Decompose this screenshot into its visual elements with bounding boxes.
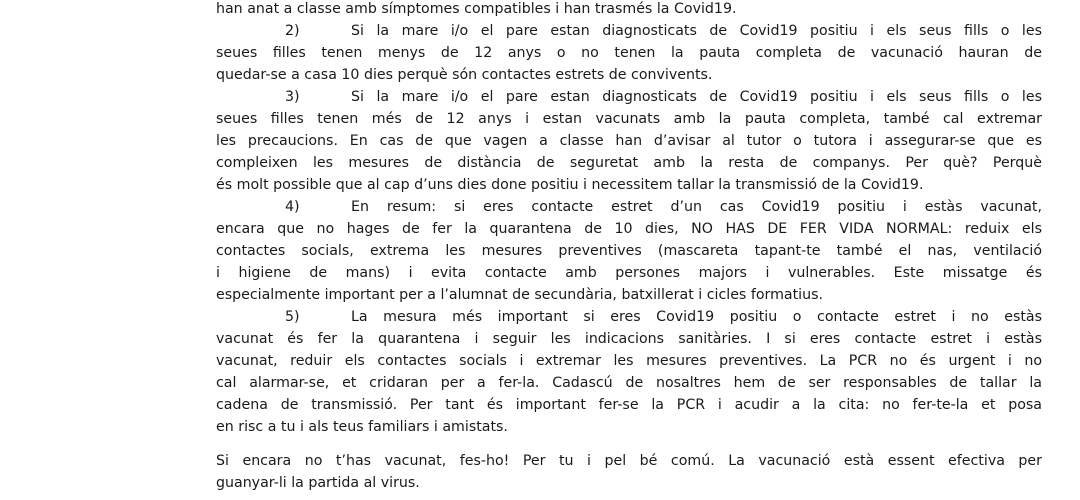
text-line: vacunat és fer la quarantena i seguir les indicacions sanitàries. I si eres contacte estret i estàs	[216, 331, 1042, 347]
list-number-2: 2)	[285, 23, 300, 39]
text-line: han anat a classe amb símptomes compatibles i han trasmés la Covid19.	[216, 1, 737, 17]
text-line: i higiene de mans) i evita contacte amb persones majors i vulnerables. Este missatge és	[216, 265, 1042, 281]
text-line: Si la mare i/o el pare estan diagnosticats de Covid19 positiu i els seus fills o les	[351, 89, 1042, 105]
text-line: Si encara no t’has vacunat, fes-ho! Per tu i pel bé comú. La vacunació està essent efectiva per	[216, 453, 1042, 469]
text-line: compleixen les mesures de distància de seguretat amb la resta de companys. Per què? Perquè	[216, 155, 1042, 171]
text-line: vacunat, reduir els contactes socials i extremar les mesures preventives. La PCR no és urgent i no	[216, 353, 1042, 369]
text-line: guanyar-li la partida al virus.	[216, 475, 420, 491]
text-line: és molt possible que al cap d’uns dies done positiu i necessitem tallar la transmissió de la Covid19.	[216, 177, 924, 193]
text-line: seues filles tenen més de 12 anys i estan vacunats amb la pauta completa, també cal extremar	[216, 111, 1042, 127]
text-line: cal alarmar-se, et cridaran per a fer-la. Cadascú de nosaltres hem de ser responsables de tallar la	[216, 375, 1042, 391]
list-number-4: 4)	[285, 199, 300, 215]
text-line: seues filles tenen menys de 12 anys o no tenen la pauta completa de vacunació hauran de	[216, 45, 1042, 61]
text-line: La mesura més important si eres Covid19 positiu o contacte estret i no estàs	[351, 309, 1042, 325]
text-line: contactes socials, extrema les mesures preventives (mascareta tapant-te també el nas, ventilació	[216, 243, 1042, 259]
text-line: encara que no hages de fer la quarantena de 10 dies, NO HAS DE FER VIDA NORMAL: reduix els	[216, 221, 1042, 237]
list-number-3: 3)	[285, 89, 300, 105]
text-line: les precaucions. En cas de que vagen a classe han d’avisar al tutor o tutora i assegurar-se que es	[216, 133, 1042, 149]
text-line: cadena de transmissió. Per tant és important fer-se la PCR i acudir a la cita: no fer-te-la et posa	[216, 397, 1042, 413]
text-line: En resum: si eres contacte estret d’un cas Covid19 positiu i estàs vacunat,	[351, 199, 1042, 215]
list-number-5: 5)	[285, 309, 300, 325]
text-line: Si la mare i/o el pare estan diagnosticats de Covid19 positiu i els seus fills o les	[351, 23, 1042, 39]
text-line: en risc a tu i als teus familiars i amistats.	[216, 419, 508, 435]
text-line: quedar-se a casa 10 dies perquè són contactes estrets de convivents.	[216, 67, 713, 83]
text-line: especialmente important per a l’alumnat de secundària, batxillerat i cicles formatius.	[216, 287, 824, 303]
